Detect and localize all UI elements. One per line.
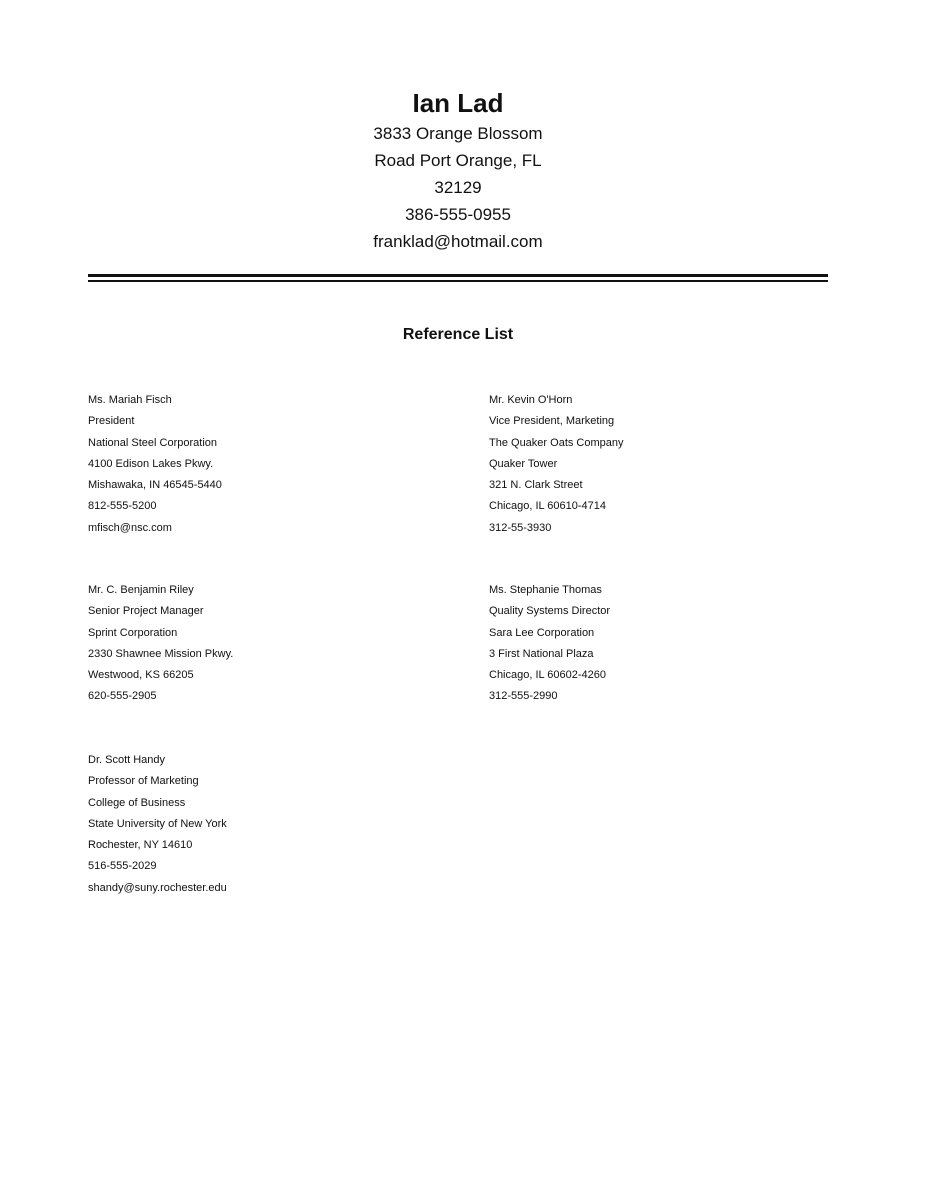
reference-email: shandy@suny.rochester.edu [88,881,227,894]
reference-phone: 812-555-5200 [88,500,157,513]
reference-title: Senior Project Manager [88,605,204,618]
address-line-1: 3833 Orange Blossom [373,124,543,143]
reference-company: Sprint Corporation [88,626,178,639]
reference-title: Professor of Marketing [88,775,199,788]
reference-street: 2330 Shawnee Mission Pkwy. [88,647,234,660]
reference-city: Rochester, NY 14610 [88,839,193,852]
reference-street: 321 N. Clark Street [489,479,583,492]
reference-entry [88,580,418,708]
address-line-3: 32129 [434,178,482,197]
reference-title: Vice President, Marketing [489,415,615,428]
reference-name: Dr. Scott Handy [88,754,166,766]
reference-entry [489,580,819,708]
reference-phone: 516-555-2029 [88,860,157,873]
divider-thick [88,274,828,277]
reference-company: The Quaker Oats Company [489,436,624,449]
reference-email: mfisch@nsc.com [88,521,172,534]
reference-title: Quality Systems Director [489,605,611,618]
section-title: Reference List [402,326,514,343]
phone-number: 386-555-0955 [405,205,511,224]
reference-company: National Steel Corporation [88,436,218,449]
reference-entry [489,390,819,539]
reference-title: President [88,415,135,428]
reference-city: Westwood, KS 66205 [88,669,194,682]
divider-thin [88,280,828,282]
reference-department: College of Business [88,796,186,809]
reference-street: 4100 Edison Lakes Pkwy. [88,457,214,470]
applicant-name: Ian Lad [412,88,504,118]
contact-header [0,86,916,255]
reference-city: Chicago, IL 60602-4260 [489,669,607,682]
reference-street: 3 First National Plaza [489,647,594,660]
reference-building: Quaker Tower [489,457,558,470]
reference-name: Ms. Mariah Fisch [88,394,172,406]
reference-name: Mr. Kevin O'Horn [489,394,573,406]
reference-entry [88,390,418,539]
reference-phone: 312-55-3930 [489,521,552,534]
reference-name: Mr. C. Benjamin Riley [88,584,194,596]
reference-phone: 312-555-2990 [489,690,558,703]
reference-phone: 620-555-2905 [88,690,157,703]
email-address: franklad@hotmail.com [373,232,543,251]
reference-company: Sara Lee Corporation [489,626,595,639]
address-line-2: Road Port Orange, FL [374,151,542,170]
reference-entry [88,750,418,899]
reference-city: Mishawaka, IN 46545-5440 [88,479,222,492]
reference-company: State University of New York [88,817,227,830]
reference-city: Chicago, IL 60610-4714 [489,500,607,513]
reference-name: Ms. Stephanie Thomas [489,584,602,596]
